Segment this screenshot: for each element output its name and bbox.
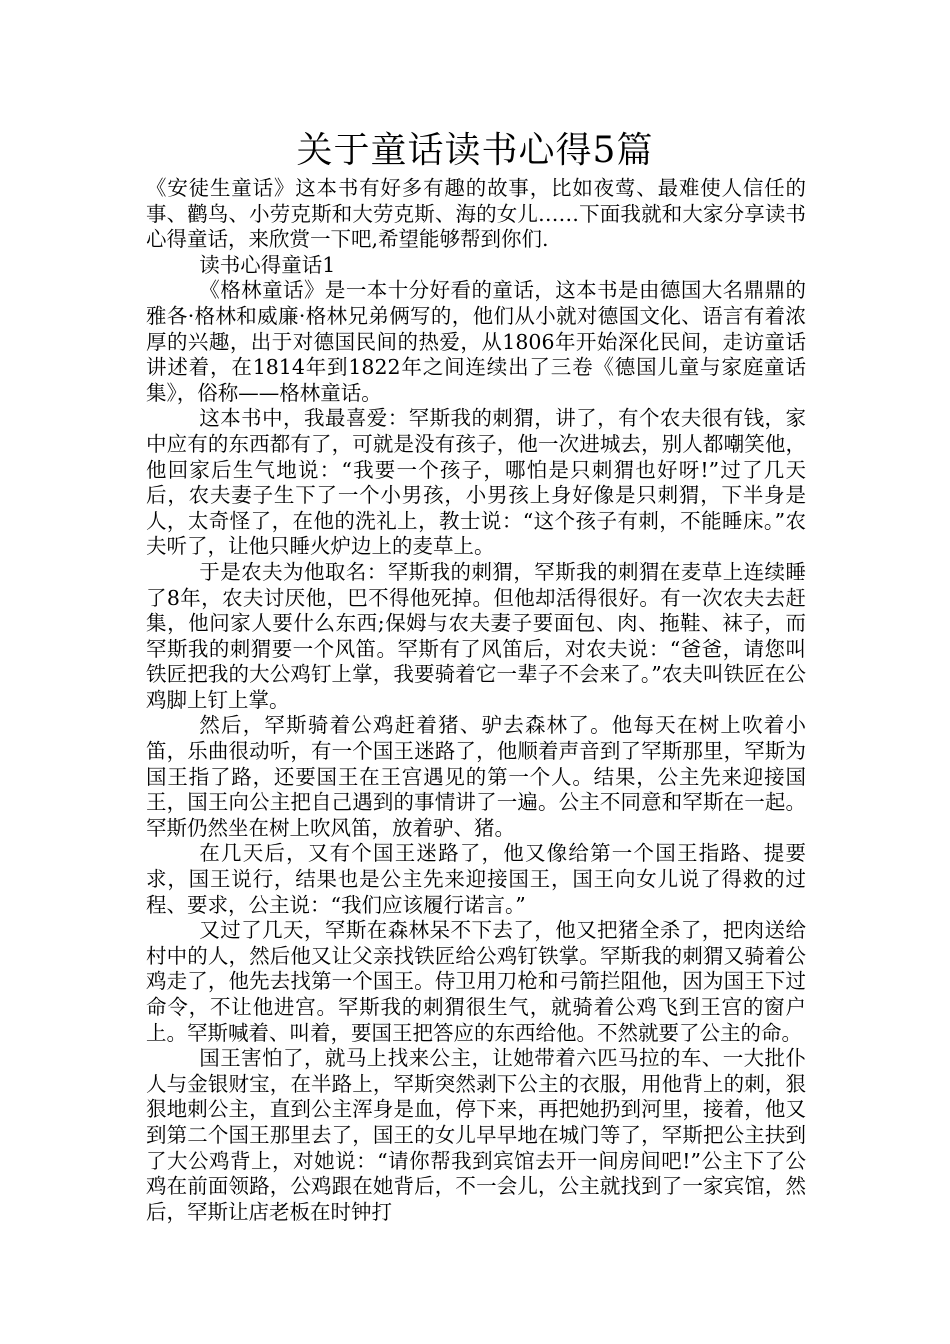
body-paragraph: 又过了几天，罕斯在森林呆不下去了，他又把猪全杀了，把肉送给村中的人，然后他又让父亲找铁匠给公鸡钉铁掌。罕斯我的刺猬又骑着公鸡走了，他先去找第一个国王。侍卫用刀枪和弓箭拦阻他，因为国王下过命令，不让他进宫。罕斯我的刺猬很生气，就骑着公鸡飞到王宫的窗户上。罕斯喊着、叫着，要国王把答应的东西给他。不然就要了公主的命。 <box>146 918 806 1045</box>
document-title: 关于童话读书心得5篇 <box>296 130 654 171</box>
body-paragraph: 《格林童话》是一本十分好看的童话，这本书是由德国大名鼎鼎的雅各·格林和威廉·格林兄弟俩写的，他们从小就对德国文化、语言有着浓厚的兴趣，出于对德国民间的热爱，从1806年开始深化民间，走访童话讲述着，在1814年到1822年之间连续出了三卷《德国儿童与家庭童话集》，俗称——格林童话。 <box>146 278 806 405</box>
body-paragraph: 在几天后，又有个国王迷路了，他又像给第一个国王指路、提要求，国王说行，结果也是公主先来迎接国王，国王向女儿说了得救的过程、要求，公主说：“我们应该履行诺言。” <box>146 841 806 917</box>
body-paragraph: 国王害怕了，就马上找来公主，让她带着六匹马拉的车、一大批仆人与金银财宝，在半路上，罕斯突然剥下公主的衣服，用他背上的刺，狠狠地刺公主，直到公主浑身是血，停下来，再把她扔到河里，接着，他又到第二个国王那里去了，国王的女儿早早地在城门等了，罕斯把公主扶到了大公鸡背上，对她说：“请你帮我到宾馆去开一间房间吧!”公主下了公鸡在前面领路，公鸡跟在她背后，不一会儿，公主就找到了一家宾馆，然后，罕斯让店老板在时钟打 <box>146 1046 806 1224</box>
section-heading: 读书心得童话1 <box>199 252 336 277</box>
body-paragraph: 这本书中，我最喜爱：罕斯我的刺猬，讲了，有个农夫很有钱，家中应有的东西都有了，可就是没有孩子，他一次进城去，别人都嘲笑他，他回家后生气地说：“我要一个孩子，哪怕是只刺猬也好呀!”过了几天后，农夫妻子生下了一个小男孩，小男孩上身好像是只刺猬，下半身是人，太奇怪了，在他的洗礼上，教士说：“这个孩子有刺，不能睡床。”农夫听了，让他只睡火炉边上的麦草上。 <box>146 406 806 559</box>
intro-paragraph: 《安徒生童话》这本书有好多有趣的故事，比如夜莺、最难使人信任的事、鹳鸟、小劳克斯和大劳克斯、海的女儿……下面我就和大家分享读书心得童话，来欣赏一下吧,希望能够帮到你们. <box>146 176 806 252</box>
body-paragraph: 然后，罕斯骑着公鸡赶着猪、驴去森林了。他每天在树上吹着小笛，乐曲很动听，有一个国王迷路了，他顺着声音到了罕斯那里，罕斯为国王指了路，还要国王在王宫遇见的第一个人。结果，公主先来迎接国王，国王向公主把自己遇到的事情讲了一遍。公主不同意和罕斯在一起。罕斯仍然坐在树上吹风笛，放着驴、猪。 <box>146 713 806 840</box>
document-body <box>146 176 806 1225</box>
body-paragraph: 于是农夫为他取名：罕斯我的刺猬，罕斯我的刺猬在麦草上连续睡了8年，农夫讨厌他，巴不得他死掉。但他却活得很好。有一次农夫去赶集，他问家人要什么东西;保姆与农夫妻子要面包、肉、拖鞋、袜子，而罕斯我的刺猬要一个风笛。罕斯有了风笛后，对农夫说：“爸爸，请您叫铁匠把我的大公鸡钉上掌，我要骑着它一辈子不会来了。”农夫叫铁匠在公鸡脚上钉上掌。 <box>146 559 806 712</box>
